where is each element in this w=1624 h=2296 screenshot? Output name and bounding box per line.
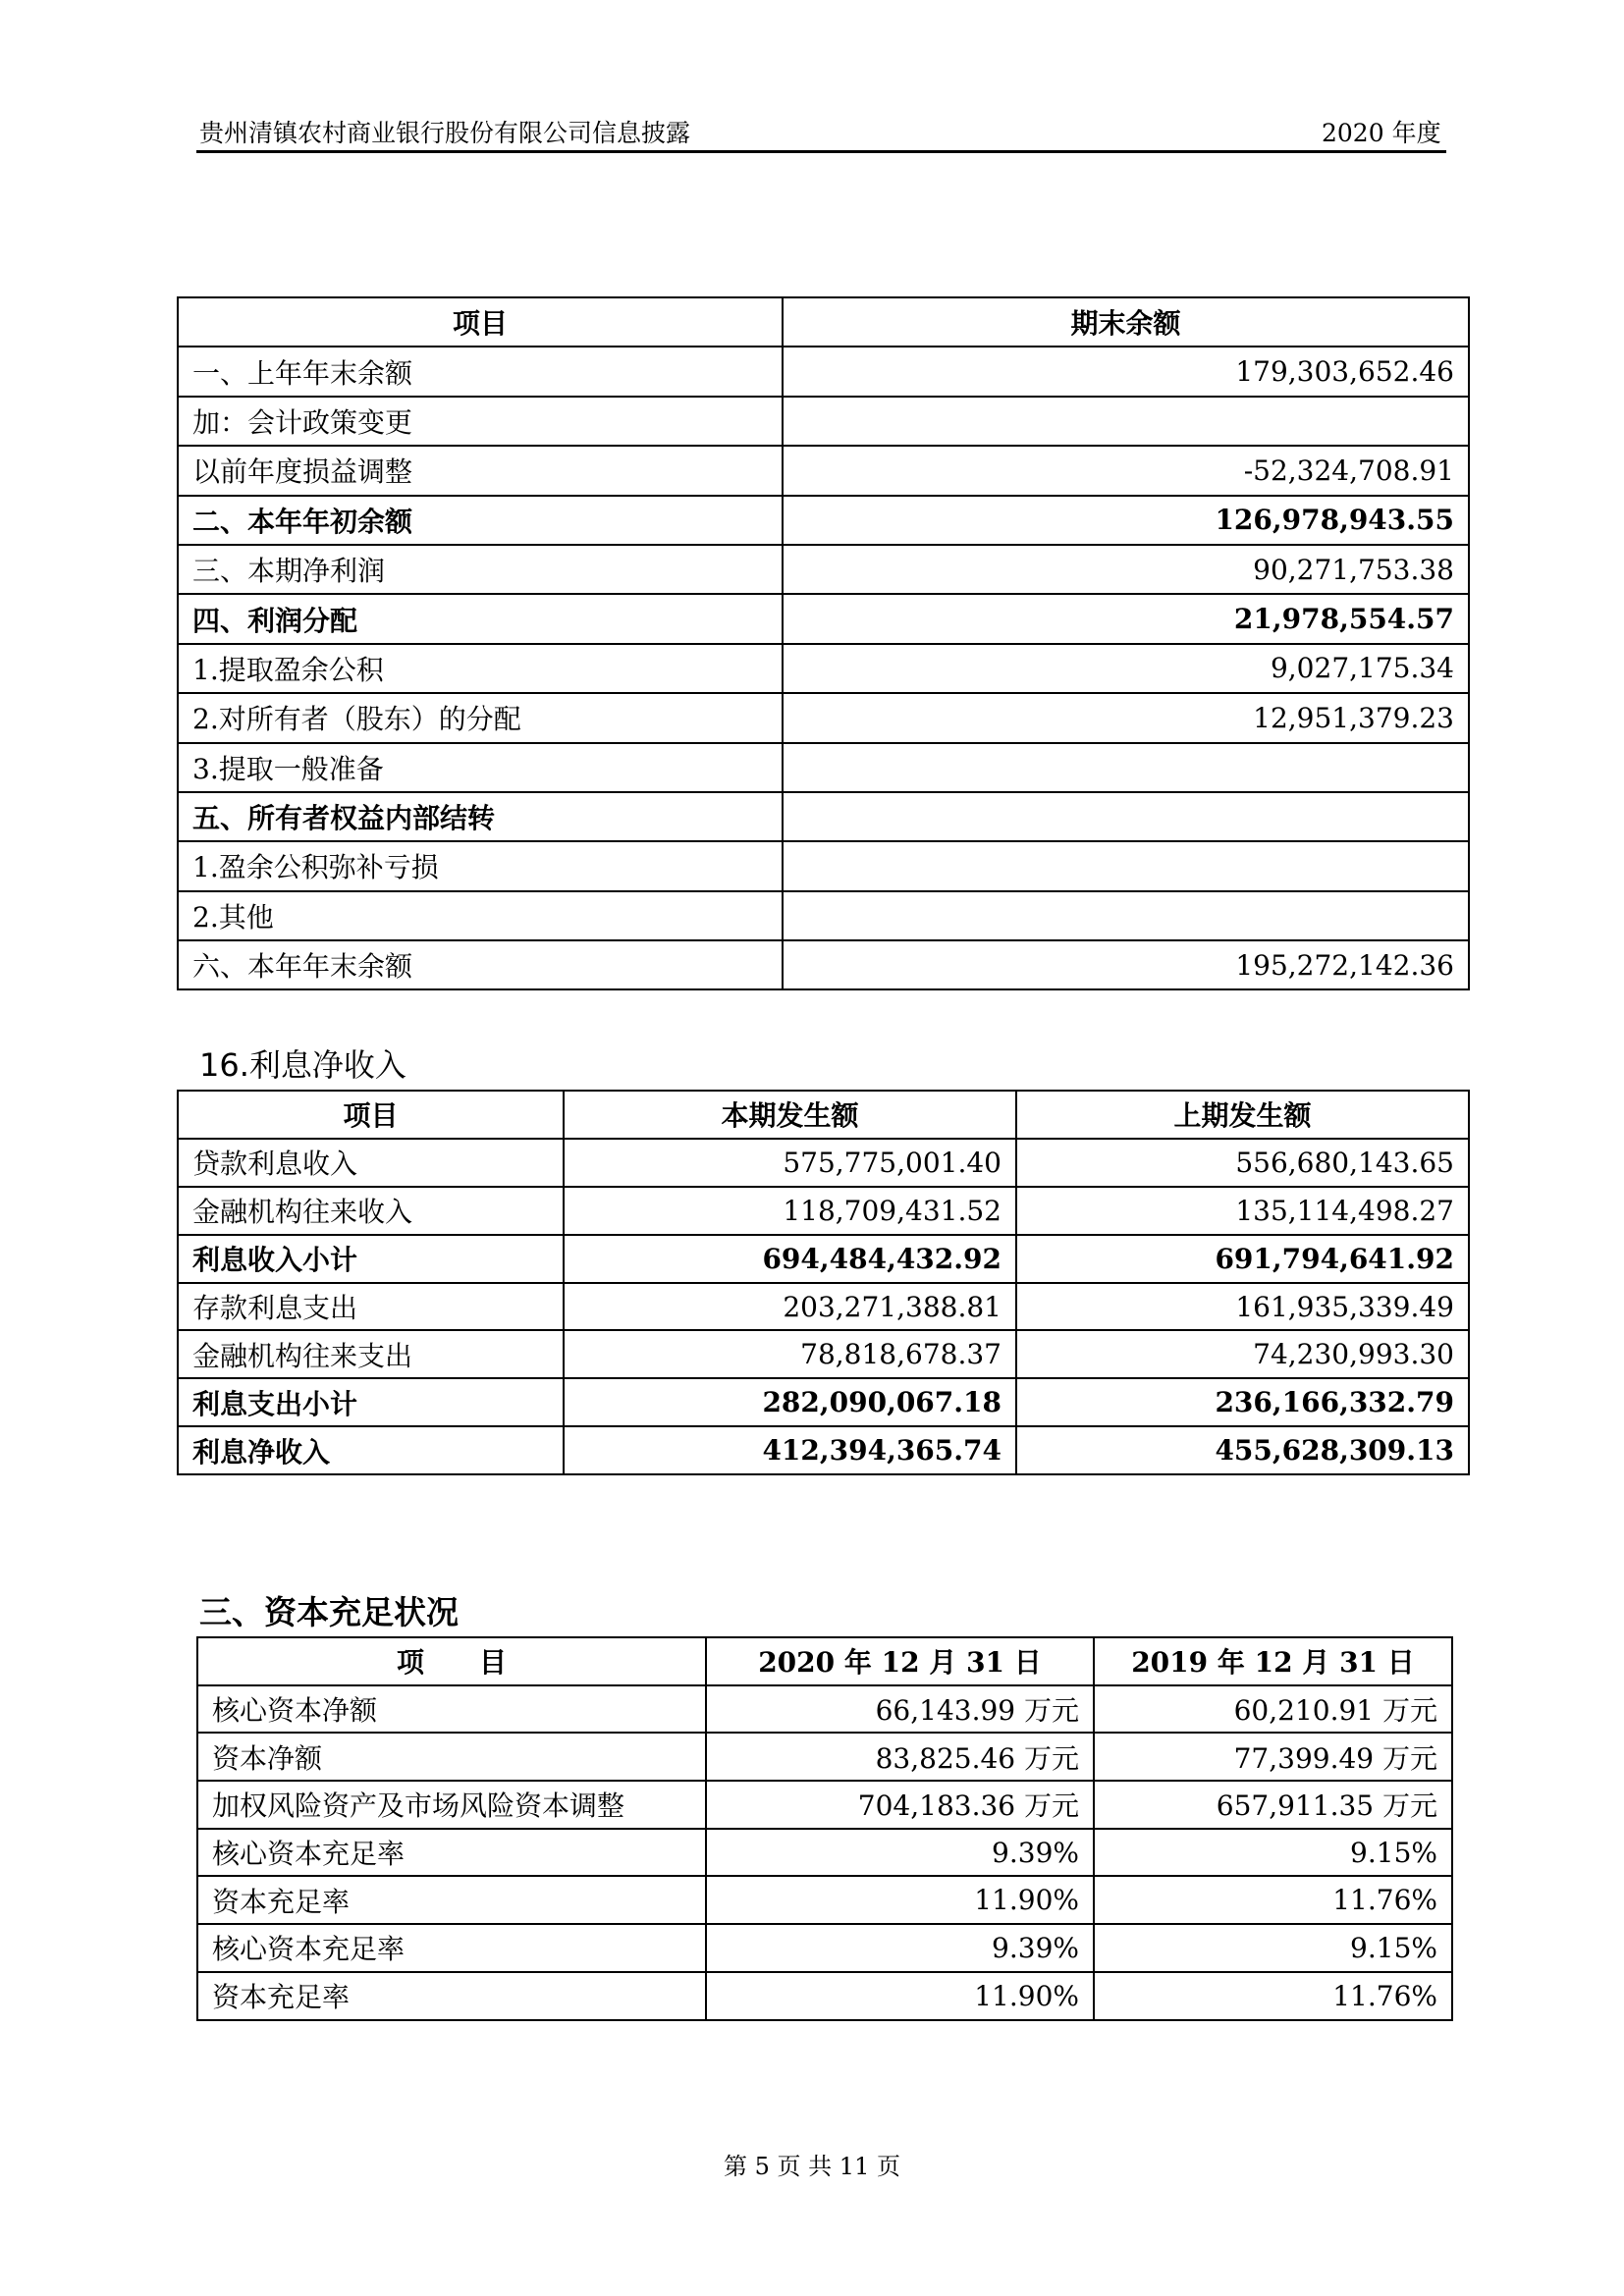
column-header: 上期发生额 [1016,1091,1469,1139]
table-row [178,841,1469,890]
row-label: 贷款利息收入 [178,1139,564,1187]
row-label: 加权风险资产及市场风险资本调整 [197,1781,706,1829]
table-row [178,446,1469,495]
value-2019: 77,399.49 万元 [1094,1733,1452,1781]
row-value [783,841,1469,890]
row-label: 五、所有者权益内部结转 [178,792,783,841]
retained-earnings-table [177,296,1470,990]
row-value: 126,978,943.55 [783,496,1469,545]
row-value [783,743,1469,792]
value-2019: 657,911.35 万元 [1094,1781,1452,1829]
value-2020: 704,183.36 万元 [706,1781,1094,1829]
table-row [197,1972,1452,2020]
value-2020: 11.90% [706,1876,1094,1924]
row-label: 四、利润分配 [178,594,783,643]
previous-period-value: 556,680,143.65 [1016,1139,1469,1187]
column-header: 项目 [178,1091,564,1139]
header-title: 贵州清镇农村商业银行股份有限公司信息披露 [199,119,691,147]
previous-period-value: 74,230,993.30 [1016,1330,1469,1378]
row-value: 21,978,554.57 [783,594,1469,643]
row-label: 1.提取盈余公积 [178,644,783,693]
value-2020: 83,825.46 万元 [706,1733,1094,1781]
row-label: 金融机构往来支出 [178,1330,564,1378]
table-row [178,940,1469,989]
column-header: 期末余额 [783,297,1469,347]
capital-adequacy-table [196,1636,1453,2021]
value-2019: 11.76% [1094,1972,1452,2020]
row-label: 资本净额 [197,1733,706,1781]
page-number: 第 5 页 共 11 页 [724,2153,900,2180]
previous-period-value: 236,166,332.79 [1016,1378,1469,1426]
table-row [178,397,1469,446]
table-row [178,743,1469,792]
current-period-value: 78,818,678.37 [564,1330,1016,1378]
row-value: 9,027,175.34 [783,644,1469,693]
table-row [178,1283,1469,1331]
table-row [197,1829,1452,1877]
table-row [197,1876,1452,1924]
row-label: 2.其他 [178,891,783,940]
section-3-title: 三、资本充足状况 [199,1593,459,1631]
value-2020: 9.39% [706,1829,1094,1877]
row-label: 资本充足率 [197,1972,706,2020]
table-header-row [178,1091,1469,1139]
value-2020: 66,143.99 万元 [706,1685,1094,1734]
previous-period-value: 691,794,641.92 [1016,1235,1469,1283]
table-row [178,1426,1469,1474]
row-value [783,792,1469,841]
row-value: -52,324,708.91 [783,446,1469,495]
row-label: 三、本期净利润 [178,545,783,594]
previous-period-value: 161,935,339.49 [1016,1283,1469,1331]
row-label: 利息支出小计 [178,1378,564,1426]
previous-period-value: 135,114,498.27 [1016,1187,1469,1235]
row-label: 核心资本净额 [197,1685,706,1734]
table-row [178,1187,1469,1235]
row-label: 2.对所有者（股东）的分配 [178,693,783,742]
table-row [178,347,1469,396]
current-period-value: 575,775,001.40 [564,1139,1016,1187]
net-interest-income-table [177,1090,1470,1475]
row-label: 资本充足率 [197,1876,706,1924]
value-2019: 9.15% [1094,1829,1452,1877]
row-value [783,891,1469,940]
section-16-title: 16.利息净收入 [199,1046,406,1084]
table-row [178,496,1469,545]
table-row [178,792,1469,841]
row-value [783,397,1469,446]
column-header: 项 目 [197,1637,706,1685]
value-2020: 9.39% [706,1924,1094,1972]
table-row [197,1685,1452,1734]
table-row [178,1139,1469,1187]
table-row [178,644,1469,693]
row-value: 179,303,652.46 [783,347,1469,396]
table-row [178,594,1469,643]
row-label: 金融机构往来收入 [178,1187,564,1235]
previous-period-value: 455,628,309.13 [1016,1426,1469,1474]
row-label: 六、本年年末余额 [178,940,783,989]
value-2019: 9.15% [1094,1924,1452,1972]
table-row [178,545,1469,594]
row-label: 一、上年年末余额 [178,347,783,396]
column-header: 2020 年 12 月 31 日 [706,1637,1094,1685]
row-label: 利息净收入 [178,1426,564,1474]
header-divider [196,150,1446,153]
row-label: 核心资本充足率 [197,1924,706,1972]
table-header-row [197,1637,1452,1685]
row-label: 核心资本充足率 [197,1829,706,1877]
current-period-value: 203,271,388.81 [564,1283,1016,1331]
header-year: 2020 年度 [1322,119,1441,147]
value-2019: 60,210.91 万元 [1094,1685,1452,1734]
table-row [197,1733,1452,1781]
current-period-value: 412,394,365.74 [564,1426,1016,1474]
value-2019: 11.76% [1094,1876,1452,1924]
table-row [197,1924,1452,1972]
row-label: 加：会计政策变更 [178,397,783,446]
column-header: 项目 [178,297,783,347]
column-header: 2019 年 12 月 31 日 [1094,1637,1452,1685]
column-header: 本期发生额 [564,1091,1016,1139]
current-period-value: 118,709,431.52 [564,1187,1016,1235]
row-label: 利息收入小计 [178,1235,564,1283]
table-row [197,1781,1452,1829]
row-label: 3.提取一般准备 [178,743,783,792]
row-label: 1.盈余公积弥补亏损 [178,841,783,890]
value-2020: 11.90% [706,1972,1094,2020]
row-label: 二、本年年初余额 [178,496,783,545]
row-value: 12,951,379.23 [783,693,1469,742]
row-value: 90,271,753.38 [783,545,1469,594]
table-row [178,693,1469,742]
table-row [178,891,1469,940]
current-period-value: 694,484,432.92 [564,1235,1016,1283]
current-period-value: 282,090,067.18 [564,1378,1016,1426]
table-row [178,1330,1469,1378]
table-row [178,1235,1469,1283]
row-label: 存款利息支出 [178,1283,564,1331]
table-row [178,1378,1469,1426]
table-header-row [178,297,1469,347]
row-label: 以前年度损益调整 [178,446,783,495]
row-value: 195,272,142.36 [783,940,1469,989]
